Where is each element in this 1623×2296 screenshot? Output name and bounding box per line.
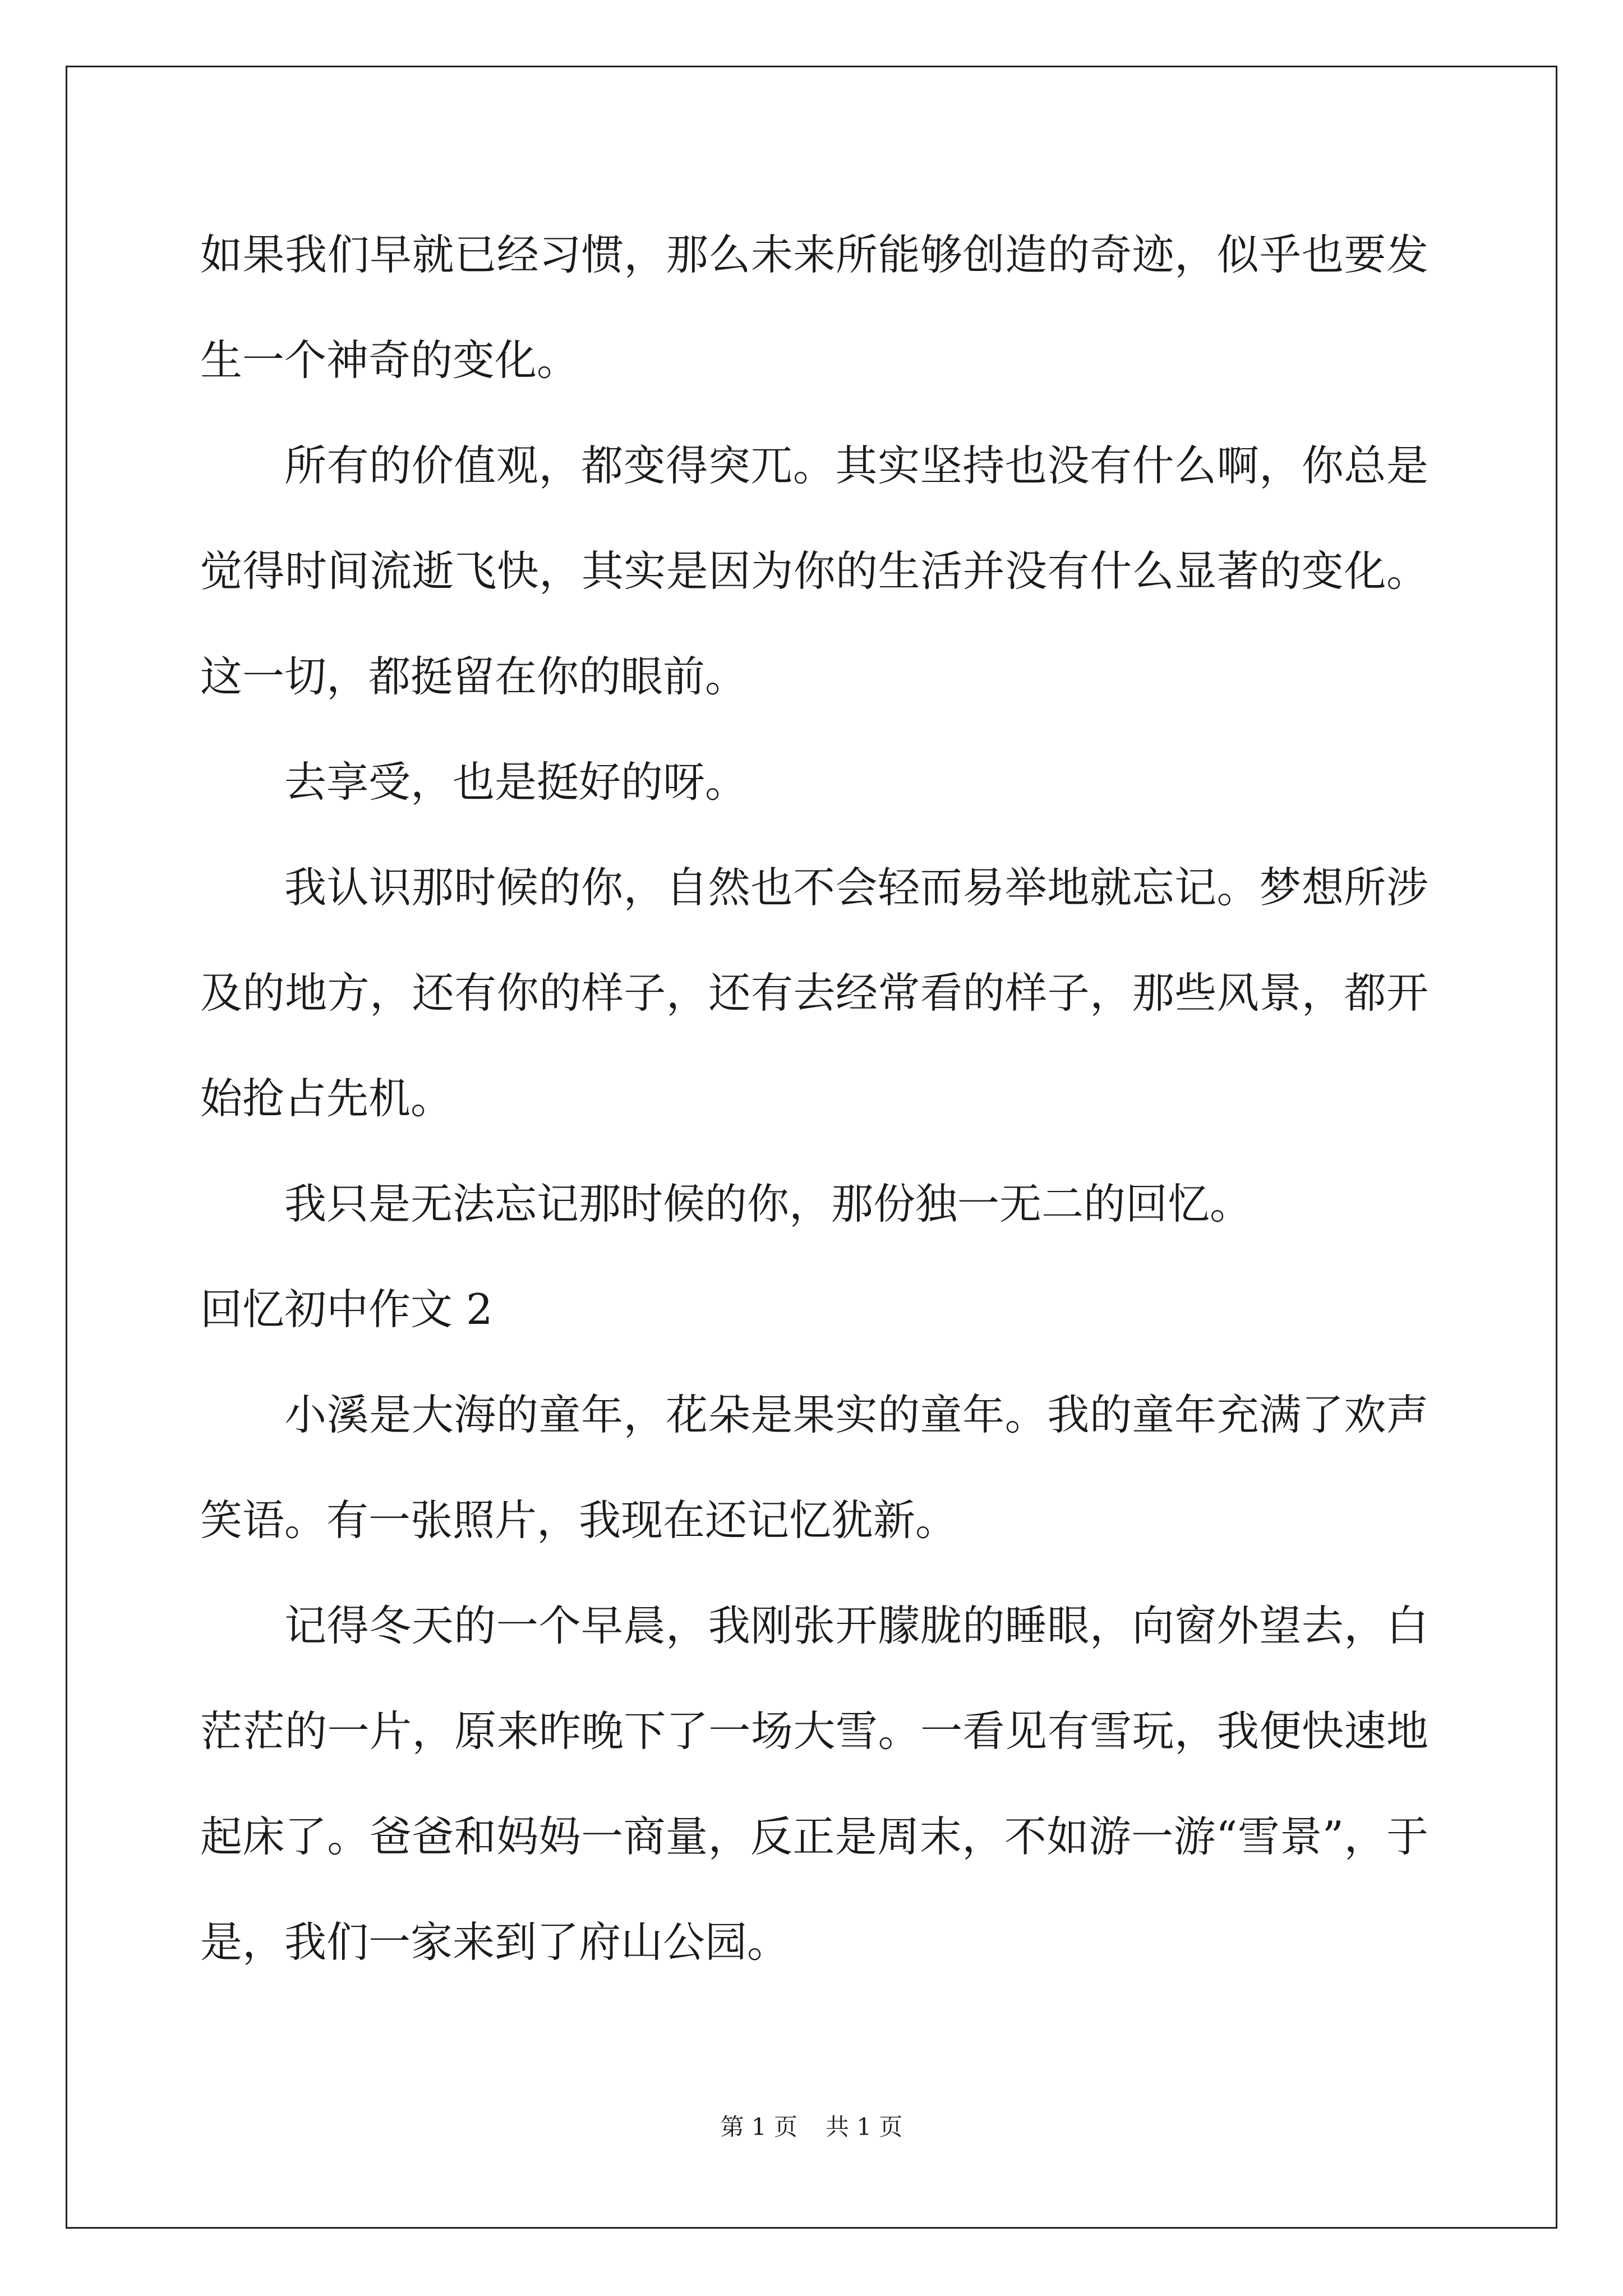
paragraph-4: 我认识那时候的你，自然也不会轻而易举地就忘记。梦想所涉及的地方，还有你的样子，还有去经常看的样子，那些风景，都开始抢占先机。	[200, 863, 1428, 1123]
paragraph-3: 去享受，也是挺好的呀。	[284, 757, 748, 807]
page-total: 共 1 页	[826, 2113, 903, 2141]
paragraph-5: 我只是无法忘记那时候的你，那份独一无二的回忆。	[284, 1179, 1252, 1228]
paragraph-7: 记得冬天的一个早晨，我刚张开朦胧的睡眼，向窗外望去，白茫茫的一片，原来昨晚下了一场大雪。一看见有雪玩，我便快速地起床了。爸爸和妈妈一商量，反正是周末，不如游一游“雪景”，于是，我们一家来到了府山公园。	[200, 1601, 1428, 1967]
paragraph-1: 如果我们早就已经习惯，那么未来所能够创造的奇迹，似乎也要发生一个神奇的变化。	[200, 230, 1428, 385]
paragraph-6: 小溪是大海的童年，花朵是果实的童年。我的童年充满了欢声笑语。有一张照片，我现在还记忆犹新。	[200, 1390, 1428, 1545]
paragraph-2: 所有的价值观，都变得突兀。其实坚持也没有什么啊，你总是觉得时间流逝飞快，其实是因为你的生活并没有什么显著的变化。这一切，都挺留在你的眼前。	[200, 441, 1428, 701]
page-footer	[0, 2110, 1623, 2144]
document-body	[200, 202, 1428, 1995]
section-heading: 回忆初中作文 2	[200, 1285, 493, 1334]
page-number: 第 1 页	[720, 2113, 797, 2141]
